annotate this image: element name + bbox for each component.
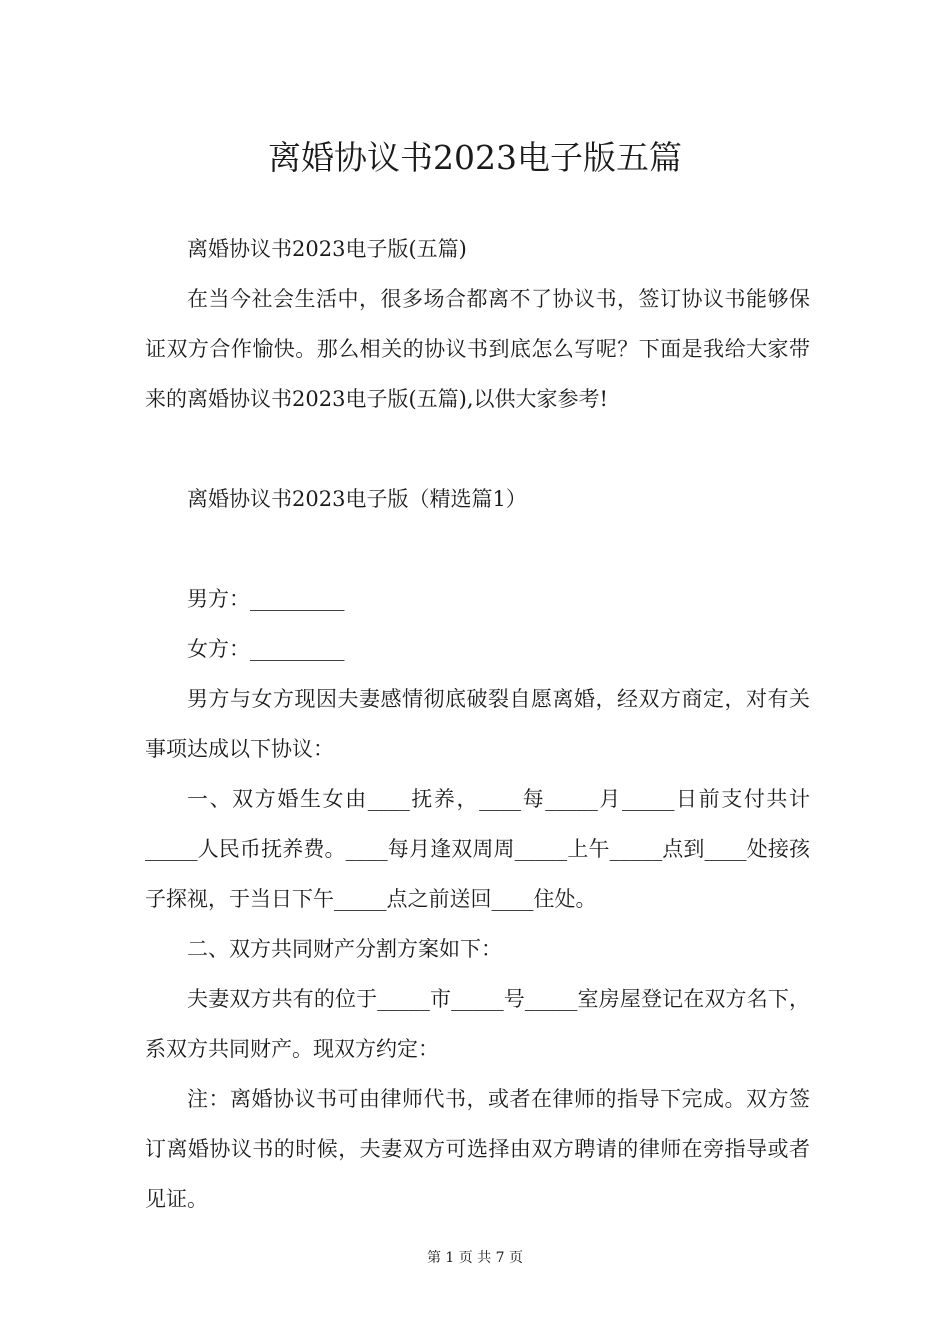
paragraph-female-party: 女方：_________	[187, 637, 345, 661]
paragraph-note: 注：离婚协议书可由律师代书，或者在律师的指导下完成。双方签订离婚协议书的时候，夫妻双方可选择由双方聘请的律师在旁指导或者见证。	[145, 1087, 810, 1211]
paragraph-agreement-preamble: 男方与女方现因夫妻感情彻底破裂自愿离婚，经双方商定，对有关事项达成以下协议：	[145, 687, 810, 761]
paragraph-section-heading: 离婚协议书2023电子版（精选篇1）	[187, 487, 527, 511]
document-title: 离婚协议书2023电子版五篇	[268, 138, 682, 177]
paragraph-property: 夫妻双方共有的位于_____市_____号_____室房屋登记在双方名下，系双方共同财产。现双方约定：	[145, 987, 810, 1061]
paragraph-male-party: 男方：_________	[187, 587, 345, 611]
spacer	[145, 424, 810, 474]
page-footer: 第 1 页 共 7 页	[426, 1250, 524, 1266]
paragraph-intro: 在当今社会生活中，很多场合都离不了协议书，签订协议书能够保证双方合作愉快。那么相关的协议书到底怎么写呢？下面是我给大家带来的离婚协议书2023电子版(五篇),以供大家参考!	[145, 287, 810, 411]
document-body	[145, 224, 810, 1224]
paragraph-clause-1: 一、双方婚生女由____抚养，____每_____月_____日前支付共计_____人民币抚养费。____每月逢双周周_____上午_____点到____处接孩子探视，于当日下午_____点之前送回____住处。	[145, 787, 810, 911]
spacer	[145, 524, 810, 574]
paragraph-subtitle: 离婚协议书2023电子版(五篇)	[187, 237, 467, 261]
paragraph-clause-2: 二、双方共同财产分割方案如下：	[187, 937, 502, 961]
